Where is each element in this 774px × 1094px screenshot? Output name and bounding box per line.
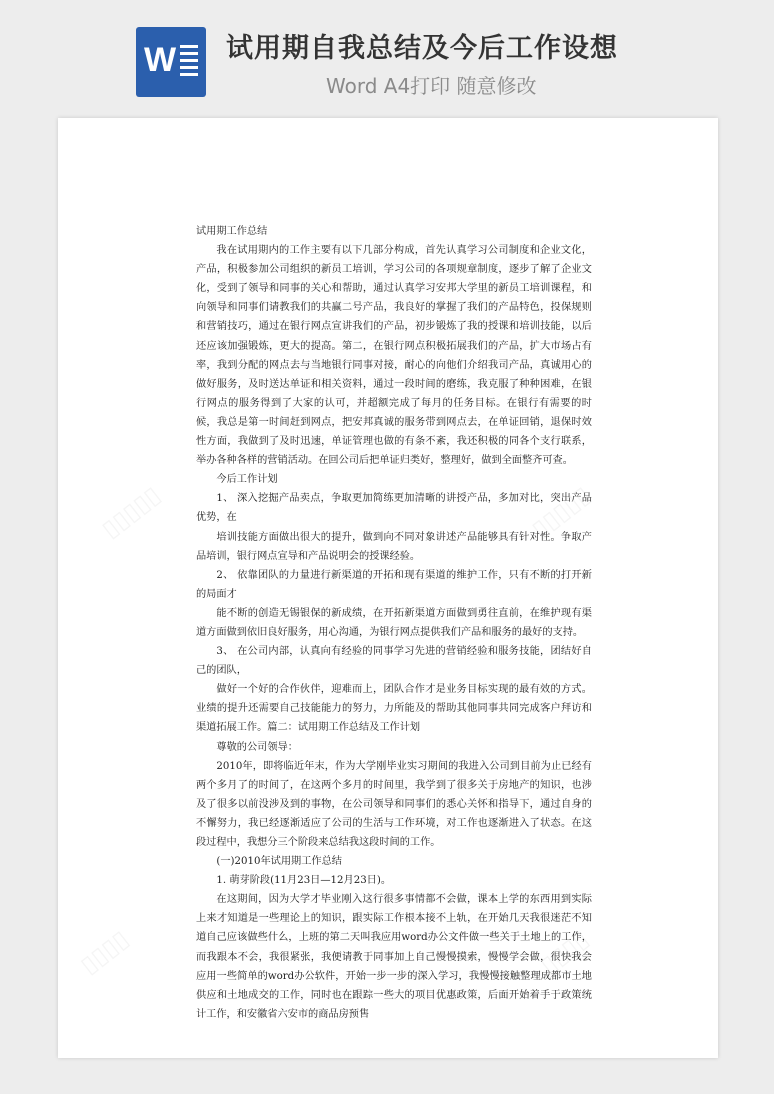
watermark-decoration: ▯▯▯▯▯ (96, 480, 166, 544)
document-paragraph: 今后工作计划 (216, 474, 278, 486)
document-paragraph: 我在试用期内的工作主要有以下几部分构成，首先认真学习公司制度和企业文化，产品，积极参加公司组织的新员工培训，学习公司的各项规章制度，逐步了解了企业文化，受到了领导和同事的关心和帮助，通过认真学习安邦大学里的新员工培训课程，和向领导和同事们请教我们的共赢二号产品，我良好的掌握了我们的产品特色，投保规则和营销技巧，通过在银行网点宣讲我们的产品，初步锻炼了我的授课和培训技能，以后还应该加强锻炼，更大的提高。第二，在银行网点积极拓展我们的产品，扩大市场占有率，我到分配的网点去与当地银行同事对接，耐心的向他们介绍我司产品，真诚用心的做好服务，及时送达单证和相关资料，通过一段时间的磨练，我克服了种种困难，在银行网点的服务得到了大家的认可，并超额完成了每月的任务目标。在银行有需要的时候，我总是第一时间赶到网点，把安邦真诚的服务带到网点去，在单证回销，退保时效性方面，我做到了及时迅速，单证管理也做的有条不紊，我还积极的同各个支行联系，举办各种各样的营销活动。在回公司后把单证归类好，整理好，做到全面整齐可查。 (196, 245, 592, 467)
logo-letter: W (144, 41, 177, 79)
document-body (196, 222, 592, 1024)
document-paragraph: 1、 深入挖掘产品卖点，争取更加简练更加清晰的讲授产品，多加对比，突出产品优势，在 (196, 493, 592, 524)
page-subtitle: Word A4打印 随意修改 (326, 74, 537, 98)
document-paragraph: 1. 萌芽阶段(11月23日—12月23日)。 (216, 875, 392, 887)
header-banner (0, 0, 774, 118)
watermark-decoration: ▯▯▯▯ (534, 924, 594, 980)
document-paragraph: (一)2010年试用期工作总结 (216, 856, 342, 868)
word-icon (136, 27, 206, 97)
document-paragraph: 能不断的创造无锡银保的新成绩，在开拓新渠道方面做到勇往直前，在维护现有渠道方面做到依旧良好服务，用心沟通，为银行网点提供我们产品和服务的最好的支持。 (196, 607, 592, 638)
document-page (58, 118, 718, 1058)
watermark-decoration: ▯▯▯▯▯ (526, 480, 596, 544)
document-paragraph: 2010年，即将临近年末，作为大学刚毕业实习期间的我进入公司到目前为止已经有两个多月了的时间了，在这两个多月的时间里，我学到了很多关于房地产的知识，也涉及了很多以前没涉及到的事物，在公司领导和同事们的悉心关怀和指导下，通过自身的不懈努力，我已经逐渐适应了公司的生活与工作环境，对工作也逐渐进入了状态。在这段过程中，我想分三个阶段来总结我这段时间的工作。 (196, 760, 592, 848)
document-paragraph: 培训技能方面做出很大的提升，做到向不同对象讲述产品能够具有针对性。争取产品培训，银行网点宣导和产品说明会的授课经验。 (196, 531, 592, 562)
document-paragraph: 试用期工作总结 (196, 226, 268, 237)
document-paragraph: 在这期间，因为大学才毕业刚入这行很多事情都不会做，课本上学的东西用到实际上来才知道是一些理论上的知识，跟实际工作根本接不上轨，在开始几天我很迷茫不知道自己应该做些什么，上班的第二天叫我应用word办公文件做一些关于土地上的工作，而我跟本不会，我很紧张，我便请教于同事加上自己慢慢摸索，慢慢学会做，很快我会应用一些简单的word办公软件，开始一步一步的深入学习，我慢慢接触整理成都市土地供应和土地成交的工作，同时也在跟踪一些大的项目优惠政策，后面开始着手于政策统计工作，和安徽省六安市的商品房预售 (196, 894, 592, 1020)
document-paragraph: 2、 依靠团队的力量进行新渠道的开拓和现有渠道的维护工作，只有不断的打开新的局面才 (196, 569, 592, 600)
document-paragraph: 做好一个好的合作伙伴，迎难而上，团队合作才是业务目标实现的最有效的方式。业绩的提升还需要自己技能能力的努力，力所能及的帮助其他同事共同完成客户拜访和渠道拓展工作。篇二：试用期工作总结及工作计划 (196, 684, 592, 734)
document-paragraph: 尊敬的公司领导： (216, 741, 298, 753)
page-title: 试用期自我总结及今后工作设想 (226, 33, 618, 64)
document-paragraph: 3、 在公司内部，认真向有经验的同事学习先进的营销经验和服务技能，团结好自己的团队， (196, 646, 592, 677)
lines-icon (180, 45, 198, 80)
watermark-decoration: ▯▯▯▯ (74, 924, 134, 980)
